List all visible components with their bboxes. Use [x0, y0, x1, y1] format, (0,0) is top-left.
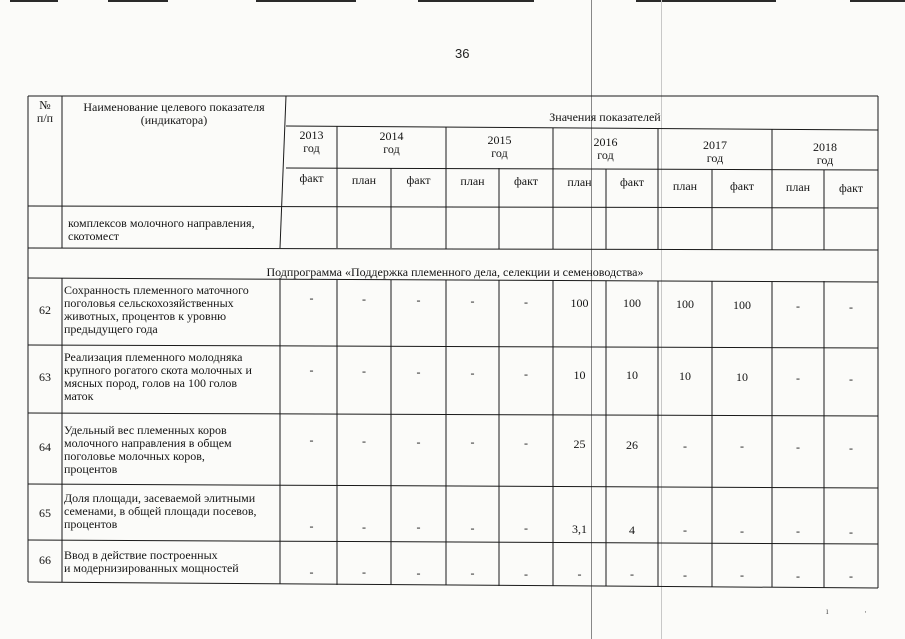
- subheader-plan: план: [351, 173, 377, 187]
- value-cell: 3,1: [572, 522, 587, 536]
- indicator-name: Реализация племенного молодняка крупного рогатого скота молочных и мясных пород, голов на 100 голов маток: [64, 350, 252, 403]
- subheader-fact: факт: [406, 173, 431, 187]
- value-cell: -: [849, 441, 853, 455]
- value-cell: -: [309, 291, 314, 305]
- column-header-number: № п/п: [36, 98, 54, 125]
- page-number: 36: [455, 46, 470, 61]
- value-cell: -: [470, 435, 475, 449]
- value-cell: -: [362, 292, 366, 306]
- value-cell: -: [630, 567, 634, 581]
- column-header-values: Значения показателей: [549, 110, 661, 124]
- value-cell: -: [740, 568, 744, 582]
- value-cell: -: [416, 365, 421, 379]
- subheader-fact: факт: [729, 179, 755, 193]
- value-cell: -: [740, 439, 744, 453]
- value-cell: 25: [573, 437, 586, 451]
- value-cell: -: [796, 371, 800, 385]
- value-cell: 100: [570, 296, 589, 310]
- value-cell: -: [362, 520, 366, 534]
- value-cell: -: [796, 524, 800, 538]
- value-cell: 4: [629, 523, 635, 537]
- value-cell: -: [524, 436, 528, 450]
- value-cell: -: [470, 294, 475, 308]
- row-number: 63: [39, 370, 51, 384]
- value-cell: -: [362, 434, 366, 448]
- subprogram-title: Подпрограмма «Поддержка племенного дела, селекции и семеноводства»: [266, 265, 644, 279]
- value-cell: 10: [573, 368, 586, 382]
- subheader-plan: план: [672, 179, 698, 193]
- indicator-name: Удельный вес племенных коров молочного направления в общем поголовье молочных коров, процентов: [64, 423, 232, 476]
- value-cell: -: [309, 363, 314, 377]
- value-cell: -: [683, 523, 687, 537]
- year-header-2014: 2014 год: [379, 129, 404, 156]
- value-cell: -: [416, 566, 421, 580]
- value-cell: -: [796, 299, 800, 313]
- value-cell: -: [796, 440, 800, 454]
- subheader-plan: план: [785, 180, 811, 194]
- year-header-2018: 2018 год: [813, 140, 837, 167]
- value-cell: -: [416, 520, 421, 534]
- value-cell: -: [524, 295, 528, 309]
- indicator-name: Ввод в действие построенных и модернизированных мощностей: [64, 548, 239, 575]
- value-cell: 10: [626, 368, 638, 382]
- subheader-fact: факт: [299, 171, 324, 185]
- value-cell: -: [849, 525, 853, 539]
- continued-indicator-name: комплексов молочного направления, скотомест: [68, 216, 255, 243]
- row-number: 66: [39, 553, 51, 567]
- value-cell: -: [796, 569, 800, 583]
- year-header-2016: 2016 год: [593, 135, 618, 162]
- value-cell: -: [849, 372, 853, 386]
- value-cell: -: [577, 567, 582, 581]
- value-cell: -: [309, 433, 314, 447]
- value-cell: -: [849, 569, 853, 583]
- year-header-2015: 2015 год: [487, 133, 512, 160]
- scan-mark: ·: [864, 607, 867, 617]
- indicator-name: Доля площади, засеваемой элитными семенами, в общей площади посевов, процентов: [64, 491, 257, 531]
- value-cell: 100: [623, 296, 641, 310]
- value-cell: -: [470, 521, 475, 535]
- value-cell: -: [740, 524, 744, 538]
- value-cell: -: [309, 519, 314, 533]
- value-cell: -: [849, 300, 853, 314]
- subheader-fact: факт: [513, 174, 539, 188]
- value-cell: 26: [626, 438, 638, 452]
- value-cell: -: [524, 521, 528, 535]
- value-cell: 100: [733, 298, 751, 312]
- value-cell: -: [683, 568, 687, 582]
- row-number: 65: [39, 506, 51, 520]
- subheader-plan: план: [460, 174, 485, 188]
- indicator-name: Сохранность племенного маточного поголовья сельскохозяйственных животных, процентов к уровню предыдущего года: [64, 283, 249, 336]
- subheader-fact: факт: [619, 175, 645, 189]
- year-header-2013: 2013 год: [299, 128, 324, 155]
- value-cell: -: [524, 567, 528, 581]
- value-cell: 10: [679, 369, 691, 383]
- value-cell: -: [309, 565, 314, 579]
- value-cell: -: [416, 435, 421, 449]
- value-cell: -: [362, 364, 366, 378]
- subheader-fact: факт: [838, 181, 864, 195]
- row-number: 62: [39, 303, 51, 317]
- value-cell: 100: [676, 297, 694, 311]
- value-cell: -: [416, 293, 421, 307]
- value-cell: -: [470, 566, 475, 580]
- scan-mark: ı: [826, 606, 829, 616]
- row-number: 64: [39, 440, 51, 454]
- value-cell: -: [362, 565, 366, 579]
- value-cell: -: [470, 366, 475, 380]
- year-header-2017: 2017 год: [703, 138, 727, 165]
- subheader-plan: план: [567, 175, 592, 189]
- column-header-indicator-name: Наименование целевого показателя (индикатора): [83, 100, 265, 127]
- value-cell: -: [524, 367, 528, 381]
- value-cell: -: [683, 439, 687, 453]
- value-cell: 10: [736, 370, 748, 384]
